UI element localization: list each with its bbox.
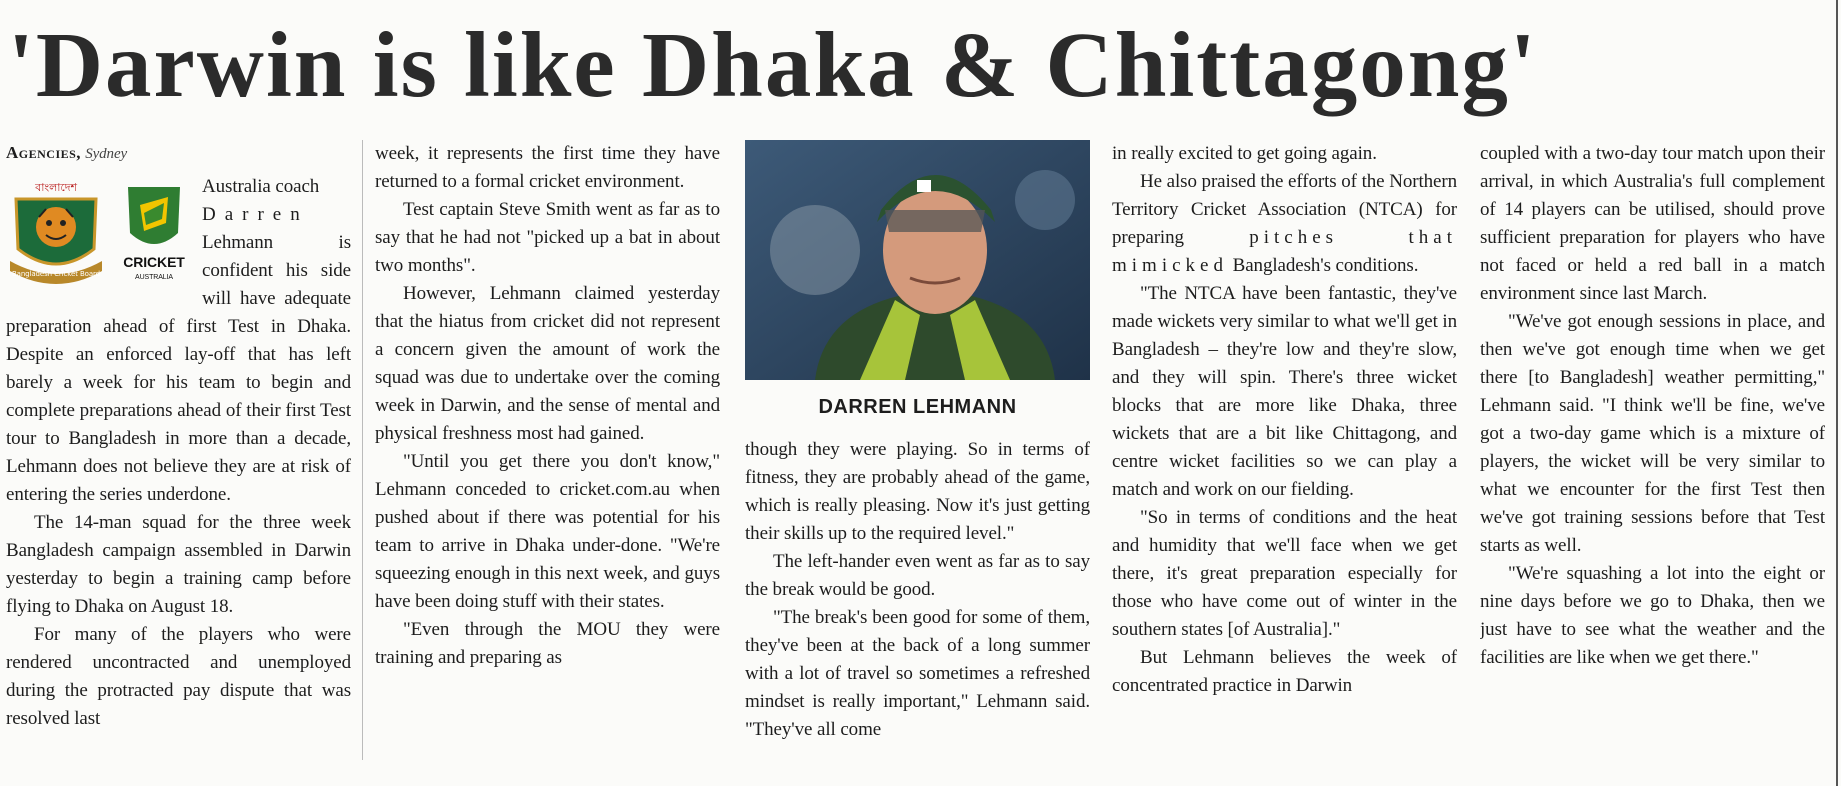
photo-caption: DARREN LEHMANN: [818, 396, 1017, 418]
headline: 'Darwin is like Dhaka & Chittagong': [8, 14, 1538, 117]
paragraph: For many of the players who were rendered uncontracted and unemployed during the protracted pay dispute that was resolved last: [6, 624, 351, 729]
logos: [6, 173, 196, 293]
byline-agency: Agencies,: [6, 143, 82, 162]
photo: [745, 140, 1090, 380]
paragraph: in really excited to get going again.: [1112, 143, 1377, 164]
text-run: pitches that mimicked: [1112, 227, 1457, 276]
ca-logo-subtext: AUSTRALIA: [135, 274, 173, 281]
page-edge-rule: [1836, 0, 1838, 786]
paragraph: "We've got enough sessions in place, and then we've got enough time when we get there [to Bangladesh] weather permitting," Lehmann said. "I think we'll be fine, we've got a two-day game which is a mixture of players, the wicket will be very similar to what we encounter for the first Test then we've got training sessions before that Test starts as well.: [1480, 311, 1825, 556]
paragraph: "The NTCA have been fantastic, they've made wickets very similar to what we'll get in Bangladesh – they're low and they're slow, and they will spin. There's three wicket blocks that are more like Dhaka, three wickets that are a bit like Chittagong, and centre wicket facilities so we can play a match and work on our fielding.: [1112, 283, 1457, 500]
paragraph: "The break's been good for some of them, they've been at the back of a long summer with a lot of travel so sometimes a refreshed mindset is really important," Lehmann said. "They've all come: [745, 607, 1090, 740]
column-5: [1480, 140, 1825, 785]
paragraph: Test captain Steve Smith went as far as to say that he had not "picked up a bat in about two months".: [375, 199, 720, 276]
column-2: [375, 140, 720, 785]
paragraph: "So in terms of conditions and the heat and humidity that we'll face when we get there, it's great preparation especially for those who have come out of winter in the southern states [of Australia].": [1112, 507, 1457, 640]
paragraph: though they were playing. So in terms of fitness, they are probably ahead of the game, which is really pleasing. Now it's just getting their skills up to the required level.": [745, 439, 1090, 544]
paragraph: The left-hander even went as far as to say the break would be good.: [745, 551, 1090, 600]
paragraph: But Lehmann believes the week of concentrated practice in Darwin: [1112, 647, 1457, 696]
coach-photo-image: [745, 140, 1090, 380]
bcb-logo-icon: [6, 179, 106, 289]
column-1: [6, 140, 351, 785]
bcb-logo-text: বাংলাদেশ: [35, 181, 77, 194]
byline-location: Sydney: [85, 146, 128, 162]
bcb-ring-text: Bangladesh Cricket Board: [11, 270, 101, 278]
paragraph: coupled with a two-day tour match upon their arrival, in which Australia's full complement of 14 players can be utilised, should prove sufficient preparation for players who have not faced or held a red ball in a match environment since last March.: [1480, 143, 1825, 304]
paragraph: [1112, 168, 1457, 280]
paragraph: "We're squashing a lot into the eight or nine days before we go to Dhaka, then we just have to see what the weather and the facilities are like when we get there.": [1480, 563, 1825, 668]
byline: [6, 140, 351, 167]
text-run: He also praised the efforts of the Northern Territory Cricket Association (NTCA) for preparing: [1112, 171, 1457, 248]
paragraph: However, Lehmann claimed yesterday that the hiatus from cricket did not represent a concern given the amount of work the squad was due to undertake over the coming week in Darwin, and the sense of mental and physical freshness most had gained.: [375, 283, 720, 444]
column-rule: [362, 140, 363, 760]
paragraph: "Until you get there you don't know," Lehmann conceded to cricket.com.au when pushed about if there was potential for his team to arrive in Dhaka under-done. "We're squeezing enough in this next week, and guys have been doing stuff with their states.: [375, 451, 720, 612]
text-run: Darren: [202, 204, 309, 225]
text-run: Australia coach: [202, 176, 320, 197]
column-4: [1112, 140, 1457, 785]
cricket-australia-logo-icon: [114, 183, 194, 283]
column-3: [745, 140, 1090, 785]
text-run: Bangladesh's conditions.: [1232, 255, 1419, 276]
paragraph: week, it represents the first time they have returned to a formal cricket environment.: [375, 143, 720, 192]
ca-logo-text: CRICKET: [123, 254, 185, 270]
paragraph: "Even through the MOU they were training and preparing as: [375, 619, 720, 668]
paragraph: The 14-man squad for the three week Bangladesh campaign assembled in Darwin yesterday to begin a training camp before flying to Dhaka on August 18.: [6, 512, 351, 617]
text-run: Lehmann is confident his side will have adequate preparation ahead of first Test in Dhaka. Despite an enforced lay-off that has left barely a week for his team to begin and complete preparations ahead of their first Test tour to Bangladesh in more than a decade, Lehmann does not believe they are at risk of entering the series underdone.: [6, 232, 351, 505]
